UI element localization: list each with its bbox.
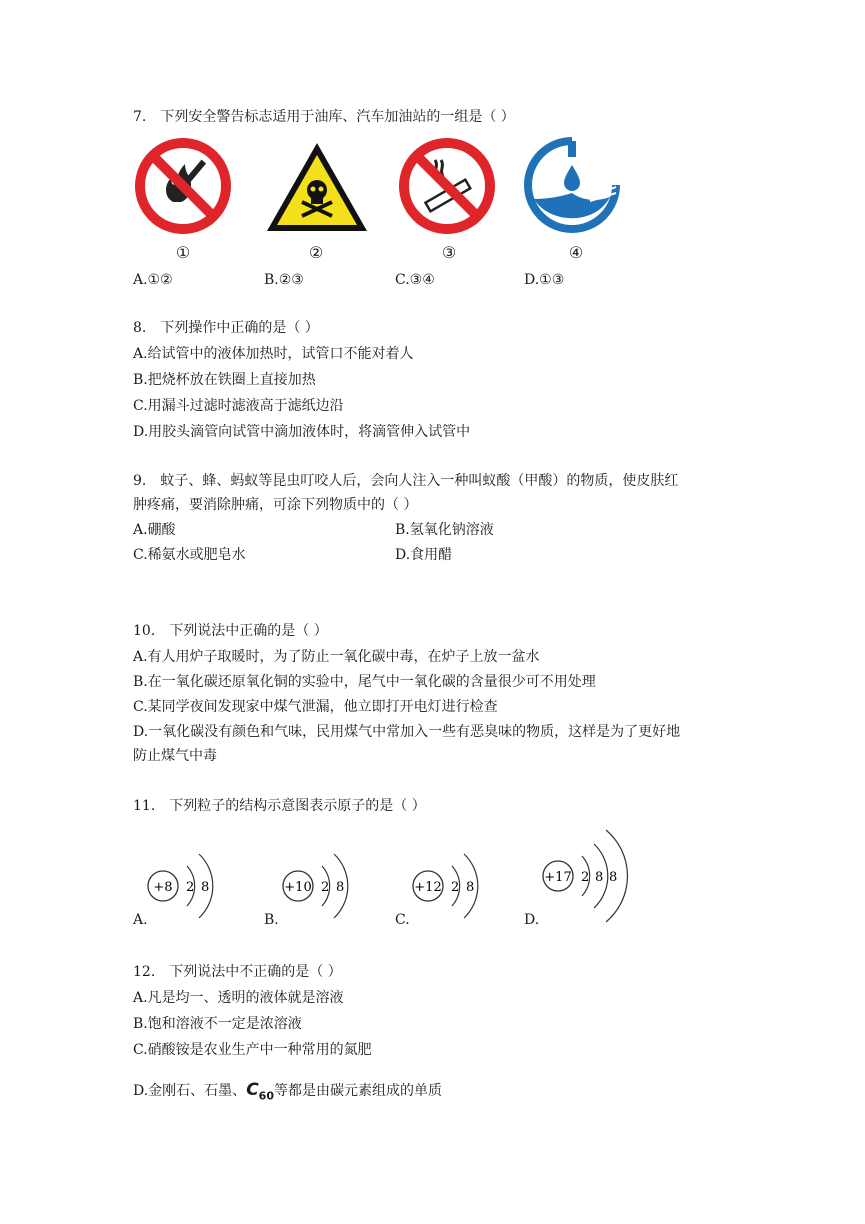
q9-option-d[interactable]: D.食用醋	[395, 547, 453, 563]
shell-electrons-1: 2	[451, 880, 460, 895]
q12-option-b[interactable]: B.饱和溶液不一定是浓溶液	[133, 1016, 302, 1032]
q9-option-c[interactable]: C.稀氨水或肥皂水	[133, 547, 246, 563]
q10-option-d-line2: 防止煤气中毒	[133, 748, 217, 764]
shell-electrons-2: 8	[201, 880, 210, 895]
q7-option-d[interactable]: D.①③	[524, 272, 565, 288]
shell-electrons-2: 8	[336, 880, 345, 895]
q10-stem: 10. 下列说法中正确的是（ ）	[133, 623, 328, 639]
q11-option-b[interactable]: B.	[264, 912, 279, 928]
q8-stem: 8. 下列操作中正确的是（ ）	[133, 320, 319, 336]
no-fire-icon	[133, 136, 233, 236]
icon-label-2: ②	[308, 243, 324, 262]
q11-option-c[interactable]: C.	[395, 912, 410, 928]
q9-option-a[interactable]: A.硼酸	[133, 522, 176, 538]
q12-option-a[interactable]: A.凡是均一、透明的液体就是溶液	[133, 990, 344, 1006]
atom-diagram-b[interactable]	[280, 846, 350, 926]
save-water-icon	[524, 137, 620, 235]
atom-diagram-d[interactable]	[540, 826, 630, 926]
no-smoking-icon	[397, 136, 497, 236]
q12-option-c[interactable]: C.硝酸铵是农业生产中一种常用的氮肥	[133, 1042, 372, 1058]
q8-option-a[interactable]: A.给试管中的液体加热时，试管口不能对着人	[133, 346, 414, 362]
q12-option-d[interactable]	[133, 1080, 442, 1106]
q10-option-c[interactable]: C.某同学夜间发现家中煤气泄漏，他立即打开电灯进行检查	[133, 699, 498, 715]
q12-option-d-after: 等都是由碳元素组成的单质	[273, 1083, 442, 1099]
q9-stem-line1: 9. 蚊子、蜂、蚂蚁等昆虫叮咬人后，会向人注入一种叫蚁酸（甲酸）的物质，使皮肤红	[133, 473, 679, 489]
q7-option-a[interactable]: A.①②	[133, 272, 173, 288]
icon-label-1: ①	[175, 243, 191, 262]
q10-option-b[interactable]: B.在一氧化碳还原氧化铜的实验中，尾气中一氧化碳的含量很少可不用处理	[133, 674, 596, 690]
icon-label-4: ④	[568, 243, 584, 262]
nucleus-charge: +10	[284, 880, 312, 895]
nucleus-charge: +12	[414, 880, 442, 895]
q7-option-c[interactable]: C.③④	[395, 272, 435, 288]
nucleus-charge: +17	[544, 870, 572, 885]
shell-electrons-3: 8	[609, 870, 618, 885]
icon-label-3: ③	[441, 243, 457, 262]
q10-option-d[interactable]: D.一氧化碳没有颜色和气味，民用煤气中常加入一些有恶臭味的物质，这样是为了更好地	[133, 724, 681, 740]
shell-electrons-1: 2	[186, 880, 195, 895]
shell-electrons-2: 8	[466, 880, 475, 895]
q12-option-d-before: D.金刚石、石墨、	[133, 1083, 247, 1099]
q12-stem: 12. 下列说法中不正确的是（ ）	[133, 964, 342, 980]
q11-option-a[interactable]: A.	[133, 912, 148, 928]
shell-electrons-1: 2	[581, 870, 590, 885]
shell-electrons-1: 2	[321, 880, 330, 895]
q9-stem-line2: 肿疼痛，要消除肿痛，可涂下列物质中的（ ）	[133, 497, 418, 513]
toxic-warning-icon	[264, 140, 370, 234]
q11-stem: 11. 下列粒子的结构示意图表示原子的是（ ）	[133, 798, 426, 814]
shell-electrons-2: 8	[595, 870, 604, 885]
nucleus-charge: +8	[153, 880, 173, 895]
q11-option-d[interactable]: D.	[524, 912, 540, 928]
c60-formula: $C_{60}$	[246, 1080, 274, 1103]
q8-option-b[interactable]: B.把烧杯放在铁圈上直接加热	[133, 372, 316, 388]
q7-stem: 7. 下列安全警告标志适用于油库、汽车加油站的一组是（ ）	[133, 109, 515, 125]
q7-option-b[interactable]: B.②③	[264, 272, 304, 288]
atom-diagram-c[interactable]	[410, 846, 480, 926]
atom-diagram-a[interactable]	[145, 846, 215, 926]
q8-option-d[interactable]: D.用胶头滴管向试管中滴加液体时，将滴管伸入试管中	[133, 424, 471, 440]
q10-option-a[interactable]: A.有人用炉子取暖时，为了防止一氧化碳中毒，在炉子上放一盆水	[133, 649, 540, 665]
q8-option-c[interactable]: C.用漏斗过滤时滤液高于滤纸边沿	[133, 398, 344, 414]
q9-option-b[interactable]: B.氢氧化钠溶液	[395, 522, 494, 538]
